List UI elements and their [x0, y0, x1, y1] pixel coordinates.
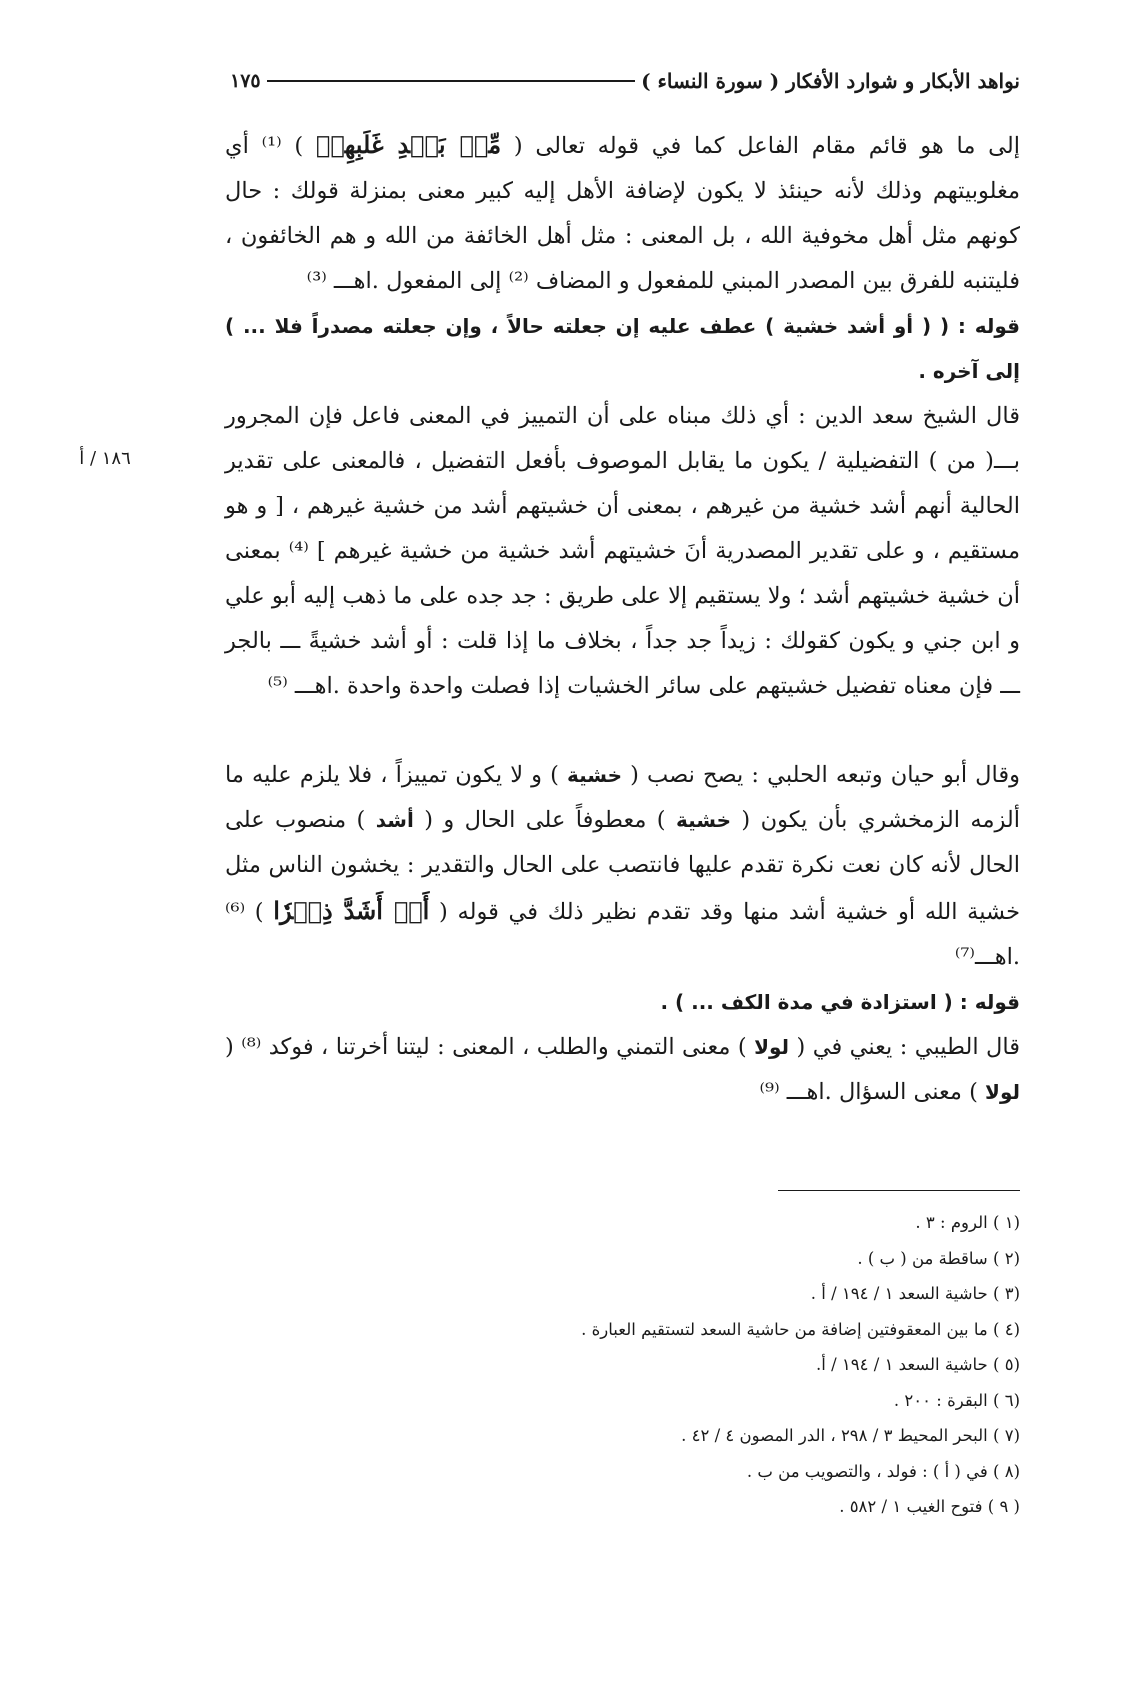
paragraph-2-heading: قوله : ( ( أو أشد خشية ) عطف عليه إن جعلته حالاً ، وإن جعلته مصدراً فلا ... ) إلى آخره .	[225, 314, 1020, 383]
footnote-separator	[778, 1190, 1020, 1191]
footnote-4: (٤ ) ما بين المعقوفتين إضافة من حاشية السعد لتستقيم العبارة .	[581, 1319, 1020, 1339]
paragraph-1-text-b: ) ⁽¹⁾ أي مغلوبيتهم وذلك لأنه حينئذ لا يكون لإضافة الأهل إليه كبير معنى بمنزلة قولك : حال كونهم مثل أهل مخوفية الله ، بل المعنى : مثل أهل الخائفة من الله و هم الخائفون ، فليتنبه للفرق بين المصدر المبني للمفعول و المضاف ⁽²⁾ إلى المفعول .اهـــ ⁽³⁾	[225, 133, 1020, 294]
paragraph-1-text-a: إلى ما هو قائم مقام الفاعل كما في قوله تعالى (	[513, 133, 1021, 159]
paragraph-4-keyword-3: أشد	[375, 808, 414, 832]
header-title: نواهد الأبكار و شوارد الأفكار ( سورة النساء )	[641, 69, 1020, 93]
paragraph-4-text-a: وقال أبو حيان وتبعه الحلبي : يصح نصب (	[630, 762, 1021, 788]
main-text	[225, 122, 1020, 1115]
footnote-2: (٢ ) ساقطة من ( ب ) .	[857, 1248, 1020, 1268]
paragraph-6-keyword-2: لولا	[985, 1080, 1020, 1104]
paragraph-6	[225, 1025, 1020, 1115]
page-number: ١٧٥	[230, 70, 261, 92]
paragraph-5-heading: قوله : ( استزادة في مدة الكف ... ) .	[660, 990, 1020, 1014]
paragraph-6-text-b: ) معنى التمني والطلب ، المعنى : ليتنا أخرتنا ، فوكد ⁽⁸⁾ (	[225, 1034, 747, 1060]
paragraph-3: قال الشيخ سعد الدين : أي ذلك مبناه على أن التمييز في المعنى فاعل فإن المجرور بـــ( من ) التفضيلية / يكون ما يقابل الموصوف بأفعل التفضيل ، فالمعنى على تقدير الحالية أنهم أشد خشية من غيرهم ، بمعنى أن خشيتهم أشد من خشية غيرهم ، [ و هو مستقيم ، و على تقدير المصدرية أنَ خشيتهم أشد خشية من خشية غيرهم ] ⁽⁴⁾ بمعنى أن خشية خشيتهم أشد ؛ ولا يستقيم إلا على طريق : جد جده على ما ذهب إليه أبو علي و ابن جني و يكون كقولك : زيداً جد جداً ، بخلاف ما إذا قلت : أو أشد خشيةً ـــ بالجر ـــ فإن معناه تفضيل خشيتهم على سائر الخشيات إذا فصلت واحدة واحدة .اهـــ ⁽⁵⁾	[225, 403, 1020, 699]
paragraph-4-keyword-1: خشية	[567, 763, 623, 787]
paragraph-4-text-e: ) ⁽⁶⁾ .اهـــ⁽⁷⁾	[225, 899, 1020, 970]
margin-folio-note: ١٨٦ / أ	[79, 448, 131, 469]
paragraph-1	[225, 122, 1020, 304]
paragraph-6-keyword-1: لولا	[754, 1035, 790, 1059]
paragraph-4-text-b: ) و لا يكون تمييزاً ، فلا يلزم عليه ما ألزمه الزمخشري بأن يكون (	[225, 762, 1021, 833]
quran-verse-2: أَوۡ أَشَدَّ ذِكۡرٗا	[273, 896, 430, 925]
paragraph-6-text-c: ) معنى السؤال .اهـــ ⁽⁹⁾	[759, 1079, 978, 1105]
paragraph-4-keyword-2: خشية	[675, 808, 732, 832]
footnote-8: (٨ ) في ( أ ) : فولد ، والتصويب من ب .	[746, 1461, 1020, 1481]
paragraph-4-text-d: ) منصوب على الحال لأنه كان نعت نكرة تقدم عليها فانتصب على الحال والتقدير : يخشون الناس مثل خشية الله أو خشية أشد منها وقد تقدم نظير ذلك في قوله (	[225, 807, 1020, 925]
footnotes	[300, 1205, 1020, 1525]
paragraph-6-text-a: قال الطيبي : يعني في (	[796, 1034, 1020, 1060]
header-rule	[267, 80, 635, 82]
paragraph-4	[225, 753, 1020, 980]
paragraph-4-text-c: ) معطوفاً على الحال و (	[424, 807, 666, 833]
footnote-9: ( ٩ ) فتوح الغيب ١ / ٥٨٢ .	[839, 1497, 1020, 1516]
footnote-5: (٥ ) حاشية السعد ١ / ١٩٤ / أ.	[816, 1355, 1020, 1374]
footnote-6: (٦ ) البقرة : ٢٠٠ .	[893, 1390, 1020, 1410]
running-header	[230, 66, 1020, 96]
footnote-3: (٣ ) حاشية السعد ١ / ١٩٤ / أ .	[810, 1284, 1020, 1303]
footnote-7: (٧ ) البحر المحيط ٣ / ٢٩٨ ، الدر المصون ٤ / ٤٢ .	[681, 1426, 1020, 1445]
footnote-1: (١ ) الروم : ٣ .	[915, 1213, 1020, 1232]
quran-verse-1: مِّنۢ بَعۡدِ غَلَبِهِمۡ	[315, 130, 502, 159]
